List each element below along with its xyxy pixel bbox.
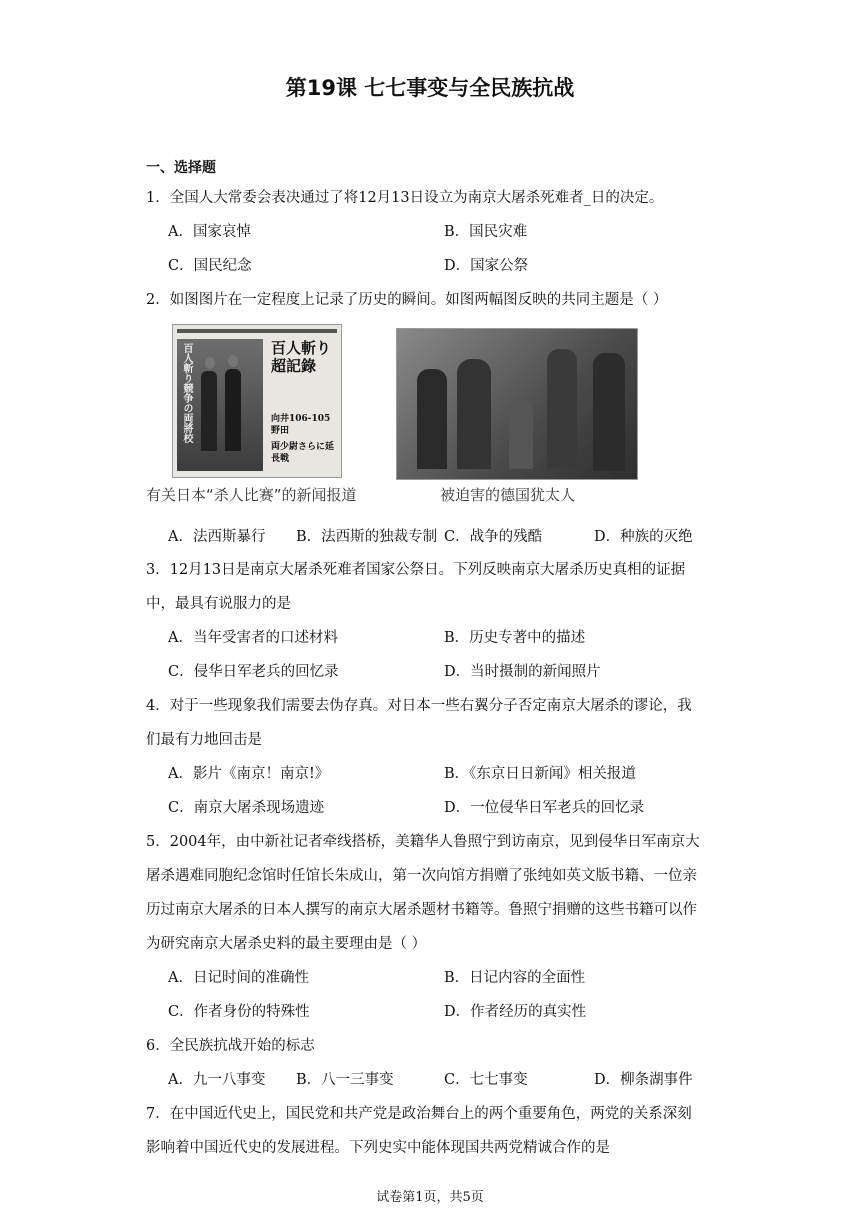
- question-1-option-b: B．国民灾难: [444, 224, 528, 240]
- question-5-option-c: C．作者身份的特殊性: [168, 1004, 310, 1020]
- news-headline-2: 向井106-105野田: [271, 414, 331, 436]
- question-6-option-c: C．七七事变: [444, 1072, 528, 1088]
- question-1-line-1: 1．全国人大常委会表决通过了将12月13日设立为南京大屠杀死难者_日的决定。: [146, 190, 664, 206]
- question-3-option-a: A．当年受害者的口述材料: [168, 630, 338, 646]
- question-5-option-d: D．作者经历的真实性: [444, 1004, 587, 1020]
- question-4-line-1: 4．对于一些现象我们需要去伪存真。对日本一些右翼分子否定南京大屠杀的谬论，我: [146, 698, 692, 714]
- news-headline-1: 百人斬り超記錄: [271, 339, 332, 375]
- question-4-option-b: B．《东京日日新闻》相关报道: [444, 766, 636, 782]
- question-5-line-4: 为研究南京大屠杀史料的最主要理由是（ ）: [146, 936, 427, 952]
- question-4-option-a: A．影片《南京！南京!》: [168, 766, 330, 782]
- newspaper-clipping-image: [172, 324, 342, 478]
- page-footer: 试卷第1页，共5页: [376, 1190, 484, 1205]
- question-3-option-d: D．当时摄制的新闻照片: [444, 664, 601, 680]
- question-4-option-c: C．南京大屠杀现场遗迹: [168, 800, 325, 816]
- figure-caption-right: 被迫害的德国犹太人: [440, 486, 576, 504]
- question-5-line-3: 历过南京大屠杀的日本人撰写的南京大屠杀题材书籍等。鲁照宁捐赠的这些书籍可以作: [146, 902, 697, 918]
- question-2-option-d: D．种族的灭绝: [594, 529, 693, 545]
- question-2-option-a: A．法西斯暴行: [168, 529, 266, 545]
- question-2-option-c: C．战争的残酷: [444, 529, 543, 545]
- question-5-option-a: A．日记时间的准确性: [168, 970, 309, 986]
- question-7-line-2: 影响着中国近代史的发展进程。下列史实中能体现国共两党精诚合作的是: [146, 1140, 610, 1156]
- section-heading: 一、选择题: [146, 160, 216, 176]
- question-6-option-d: D．柳条湖事件: [594, 1072, 693, 1088]
- question-2-line-1: 2．如图图片在一定程度上记录了历史的瞬间。如图两幅图反映的共同主题是（ ）: [146, 292, 668, 308]
- news-side-caption: 百人斬り競争の両將校: [181, 343, 192, 443]
- question-3-option-b: B．历史专著中的描述: [444, 630, 586, 646]
- question-1-option-d: D．国家公祭: [444, 258, 529, 274]
- question-1-option-a: A．国家哀悼: [168, 224, 251, 240]
- question-3-option-c: C．侵华日军老兵的回忆录: [168, 664, 339, 680]
- persecuted-jews-photo: [396, 328, 638, 480]
- question-4-line-2: 们最有力地回击是: [146, 732, 262, 748]
- question-6-line-1: 6．全民族抗战开始的标志: [146, 1038, 315, 1054]
- question-4-option-d: D．一位侵华日军老兵的回忆录: [444, 800, 645, 816]
- question-5-line-1: 5．2004年，由中新社记者牵线搭桥，美籍华人鲁照宁到访南京，见到侵华日军南京大: [146, 834, 700, 850]
- figure-caption-left: 有关日本“杀人比赛”的新闻报道: [146, 486, 357, 504]
- question-1-option-c: C．国民纪念: [168, 258, 252, 274]
- question-6-option-a: A．九一八事变: [168, 1072, 266, 1088]
- question-6-option-b: B．八一三事变: [296, 1072, 394, 1088]
- news-headline-3: 両少尉さらに延長戦: [271, 442, 335, 464]
- question-3-line-2: 中，最具有说服力的是: [146, 596, 291, 612]
- question-5-option-b: B．日记内容的全面性: [444, 970, 586, 986]
- page-title: 第19课 七七事变与全民族抗战: [285, 76, 575, 100]
- question-2-option-b: B．法西斯的独裁专制: [296, 529, 438, 545]
- question-3-line-1: 3．12月13日是南京大屠杀死难者国家公祭日。下列反映南京大屠杀历史真相的证据: [146, 562, 686, 578]
- question-5-line-2: 屠杀遇难同胞纪念馆时任馆长朱成山，第一次向馆方捐赠了张纯如英文版书籍、一位亲: [146, 868, 697, 884]
- question-7-line-1: 7．在中国近代史上，国民党和共产党是政治舞台上的两个重要角色，两党的关系深刻: [146, 1106, 692, 1122]
